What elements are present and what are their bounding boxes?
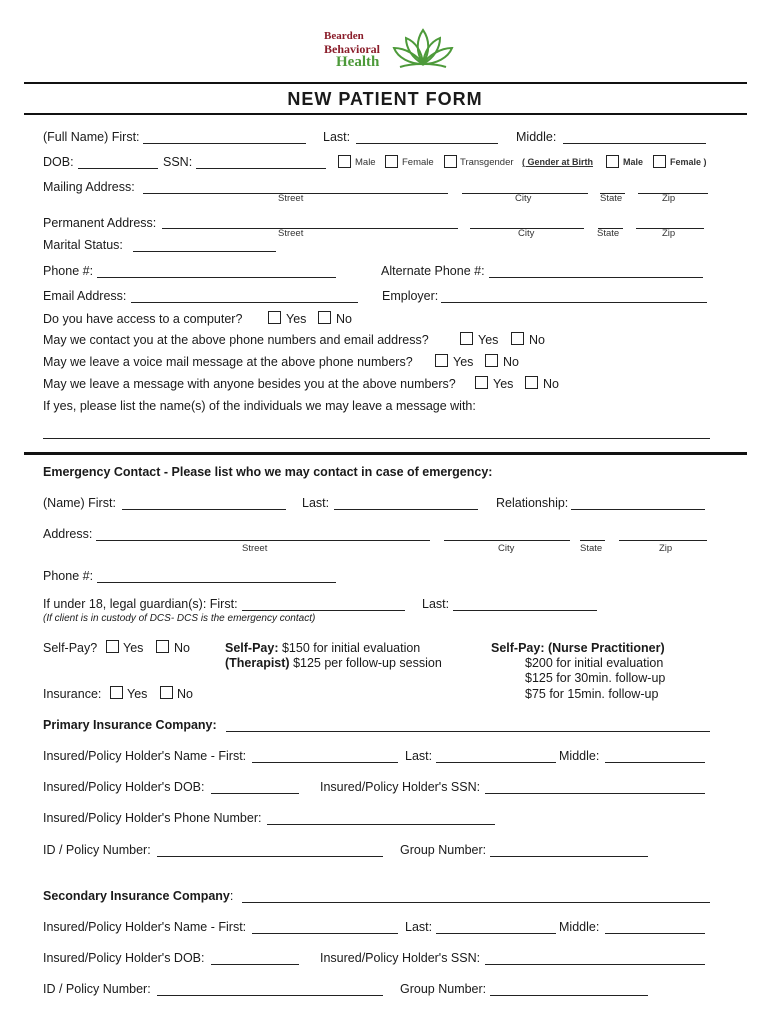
primary-holder-middle-field[interactable] <box>605 762 705 763</box>
therapist-rates <box>225 641 420 655</box>
emergency-last-field[interactable] <box>334 509 478 510</box>
birth-female-checkbox[interactable] <box>653 155 666 168</box>
therapist-followup-rate: $125 per follow-up session <box>289 656 442 670</box>
primary-holder-ssn-label: Insured/Policy Holder's SSN: <box>320 780 481 794</box>
secondary-id-label: ID / Policy Number: <box>43 982 151 996</box>
logo-text-line3: Health <box>336 54 380 70</box>
email-field[interactable] <box>131 302 358 303</box>
primary-insurance-label: Primary Insurance Company: <box>43 718 217 732</box>
therapist-title: (Therapist) <box>225 656 290 670</box>
guardian-last-field[interactable] <box>453 610 597 611</box>
primary-group-field[interactable] <box>490 856 648 857</box>
message-no-label: No <box>543 377 559 391</box>
primary-holder-ssn-field[interactable] <box>485 793 705 794</box>
contact-no-label: No <box>529 333 545 347</box>
logo <box>316 28 456 72</box>
secondary-id-field[interactable] <box>157 995 383 996</box>
emergency-street-caption: Street <box>242 543 268 554</box>
message-yes-label: Yes <box>493 377 514 391</box>
title-rule-bottom <box>24 113 747 115</box>
emergency-street-field[interactable] <box>96 540 430 541</box>
voicemail-no-label: No <box>503 355 519 369</box>
relationship-field[interactable] <box>571 509 705 510</box>
therapist-followup <box>225 656 442 670</box>
logo-text-line2: Behavioral <box>324 42 380 56</box>
secondary-holder-last-label: Last: <box>405 920 433 934</box>
computer-question: Do you have access to a computer? <box>43 312 243 326</box>
secondary-insurance-field[interactable] <box>242 902 710 903</box>
marital-status-field[interactable] <box>133 251 276 252</box>
primary-group-label: Group Number: <box>400 843 487 857</box>
voicemail-question: May we leave a voice mail message at the above phone numbers? <box>43 355 413 369</box>
phone-field[interactable] <box>97 277 336 278</box>
primary-id-field[interactable] <box>157 856 383 857</box>
permanent-city-caption: City <box>518 228 535 239</box>
email-label: Email Address: <box>43 289 127 303</box>
logo-text-line1: Bearden <box>324 30 364 42</box>
primary-holder-first-field[interactable] <box>252 762 398 763</box>
ssn-field[interactable] <box>196 168 326 169</box>
secondary-holder-ssn-field[interactable] <box>485 964 705 965</box>
dob-label: DOB: <box>43 155 74 169</box>
guardian-last-label: Last: <box>422 597 450 611</box>
voicemail-yes-label: Yes <box>453 355 474 369</box>
first-name-field[interactable] <box>143 143 306 144</box>
birth-male-checkbox[interactable] <box>606 155 619 168</box>
title-rule-top <box>24 82 747 84</box>
emergency-heading: Emergency Contact - Please list who we may contact in case of emergency: <box>43 465 493 479</box>
permanent-street-field[interactable] <box>162 228 458 229</box>
computer-no-checkbox[interactable] <box>318 311 331 324</box>
np-rate-1: $200 for initial evaluation <box>525 656 664 670</box>
emergency-address-label: Address: <box>43 527 93 541</box>
mailing-zip-caption: Zip <box>662 193 676 204</box>
primary-holder-phone-label: Insured/Policy Holder's Phone Number: <box>43 811 262 825</box>
relationship-label: Relationship: <box>496 496 569 510</box>
page-title: NEW PATIENT FORM <box>287 89 483 109</box>
secondary-holder-dob-field[interactable] <box>211 964 299 965</box>
permanent-zip-caption: Zip <box>662 228 676 239</box>
mailing-city-caption: City <box>515 193 532 204</box>
selfpay-no-checkbox[interactable] <box>156 640 169 653</box>
emergency-zip-caption: Zip <box>659 543 673 554</box>
guardian-first-label: If under 18, legal guardian(s): First: <box>43 597 238 611</box>
primary-id-label: ID / Policy Number: <box>43 843 151 857</box>
emergency-city-field[interactable] <box>444 540 570 541</box>
secondary-insurance-label <box>43 889 233 903</box>
computer-yes-label: Yes <box>286 312 307 326</box>
middle-name-label: Middle: <box>516 130 557 144</box>
emergency-state-field[interactable] <box>580 540 605 541</box>
np-rate-3: $75 for 15min. follow-up <box>525 687 659 701</box>
ssn-label: SSN: <box>163 155 193 169</box>
male-label: Male <box>355 157 376 168</box>
selfpay-label: Self-Pay? <box>43 641 98 655</box>
selfpay-yes-label: Yes <box>123 641 144 655</box>
female-label: Female <box>402 157 434 168</box>
female-checkbox[interactable] <box>385 155 398 168</box>
male-checkbox[interactable] <box>338 155 351 168</box>
alt-phone-label: Alternate Phone #: <box>381 264 485 278</box>
primary-holder-phone-field[interactable] <box>267 824 495 825</box>
mailing-street-caption: Street <box>278 193 304 204</box>
transgender-label: Transgender <box>460 157 514 168</box>
insurance-no-label: No <box>177 687 193 701</box>
permanent-state-caption: State <box>597 228 620 239</box>
emergency-city-caption: City <box>498 543 515 554</box>
permanent-street-caption: Street <box>278 228 304 239</box>
mailing-address-label: Mailing Address: <box>43 180 135 194</box>
emergency-first-label: (Name) First: <box>43 496 116 510</box>
voicemail-yes-checkbox[interactable] <box>435 354 448 367</box>
insurance-no-checkbox[interactable] <box>160 686 173 699</box>
mailing-state-caption: State <box>600 193 623 204</box>
permanent-address-label: Permanent Address: <box>43 216 157 230</box>
emergency-last-label: Last: <box>302 496 330 510</box>
voicemail-no-checkbox[interactable] <box>485 354 498 367</box>
emergency-phone-field[interactable] <box>97 582 336 583</box>
secondary-holder-last-field[interactable] <box>436 933 556 934</box>
primary-holder-middle-label: Middle: <box>559 749 600 763</box>
secondary-holder-first-field[interactable] <box>252 933 398 934</box>
middle-name-field[interactable] <box>563 143 706 144</box>
marital-status-label: Marital Status: <box>43 238 123 252</box>
contact-question: May we contact you at the above phone numbers and email address? <box>43 333 429 347</box>
message-yes-checkbox[interactable] <box>475 376 488 389</box>
secondary-insurance-colon: : <box>229 889 234 903</box>
last-name-label: Last: <box>323 130 351 144</box>
secondary-insurance-title: Secondary Insurance Company <box>43 889 230 903</box>
secondary-holder-ssn-label: Insured/Policy Holder's SSN: <box>320 951 481 965</box>
primary-holder-last-field[interactable] <box>436 762 556 763</box>
contact-yes-label: Yes <box>478 333 499 347</box>
primary-holder-first-label: Insured/Policy Holder's Name - First: <box>43 749 247 763</box>
dob-field[interactable] <box>78 168 158 169</box>
message-no-checkbox[interactable] <box>525 376 538 389</box>
secondary-holder-middle-field[interactable] <box>605 933 705 934</box>
birth-male-label: Male <box>623 157 644 167</box>
transgender-checkbox[interactable] <box>444 155 457 168</box>
therapist-selfpay-title: Self-Pay: <box>225 641 279 655</box>
secondary-group-field[interactable] <box>490 995 648 996</box>
np-title: Self-Pay: (Nurse Practitioner) <box>491 641 665 655</box>
last-name-field[interactable] <box>356 143 498 144</box>
computer-yes-checkbox[interactable] <box>268 311 281 324</box>
primary-insurance-field[interactable] <box>226 731 710 732</box>
primary-holder-last-label: Last: <box>405 749 433 763</box>
emergency-zip-field[interactable] <box>619 540 707 541</box>
insurance-label: Insurance: <box>43 687 102 701</box>
primary-holder-dob-field[interactable] <box>211 793 299 794</box>
selfpay-yes-checkbox[interactable] <box>106 640 119 653</box>
contact-yes-checkbox[interactable] <box>460 332 473 345</box>
phone-label: Phone #: <box>43 264 94 278</box>
emergency-phone-label: Phone #: <box>43 569 94 583</box>
secondary-holder-first-label: Insured/Policy Holder's Name - First: <box>43 920 247 934</box>
computer-no-label: No <box>336 312 352 326</box>
names-field[interactable] <box>43 438 710 439</box>
gender-at-birth-label: ( Gender at Birth <box>522 157 594 167</box>
names-question: If yes, please list the name(s) of the individuals we may leave a message with: <box>43 399 476 413</box>
emergency-state-caption: State <box>580 543 603 554</box>
insurance-yes-checkbox[interactable] <box>110 686 123 699</box>
emergency-section-rule <box>24 452 747 455</box>
selfpay-no-label: No <box>174 641 190 655</box>
secondary-group-label: Group Number: <box>400 982 487 996</box>
employer-field[interactable] <box>441 302 707 303</box>
guardian-first-field[interactable] <box>242 610 405 611</box>
secondary-holder-middle-label: Middle: <box>559 920 600 934</box>
therapist-eval-rate: $150 for initial evaluation <box>278 641 421 655</box>
alt-phone-field[interactable] <box>489 277 703 278</box>
insurance-yes-label: Yes <box>127 687 148 701</box>
primary-holder-dob-label: Insured/Policy Holder's DOB: <box>43 780 205 794</box>
lotus-icon <box>392 28 454 70</box>
employer-label: Employer: <box>382 289 439 303</box>
secondary-holder-dob-label: Insured/Policy Holder's DOB: <box>43 951 205 965</box>
message-question: May we leave a message with anyone besides you at the above numbers? <box>43 377 456 391</box>
np-rate-2: $125 for 30min. follow-up <box>525 671 666 685</box>
emergency-first-field[interactable] <box>122 509 286 510</box>
birth-female-label: Female ) <box>670 157 707 167</box>
first-name-label: (Full Name) First: <box>43 130 140 144</box>
dcs-note: (If client is in custody of DCS- DCS is the emergency contact) <box>43 613 316 624</box>
contact-no-checkbox[interactable] <box>511 332 524 345</box>
